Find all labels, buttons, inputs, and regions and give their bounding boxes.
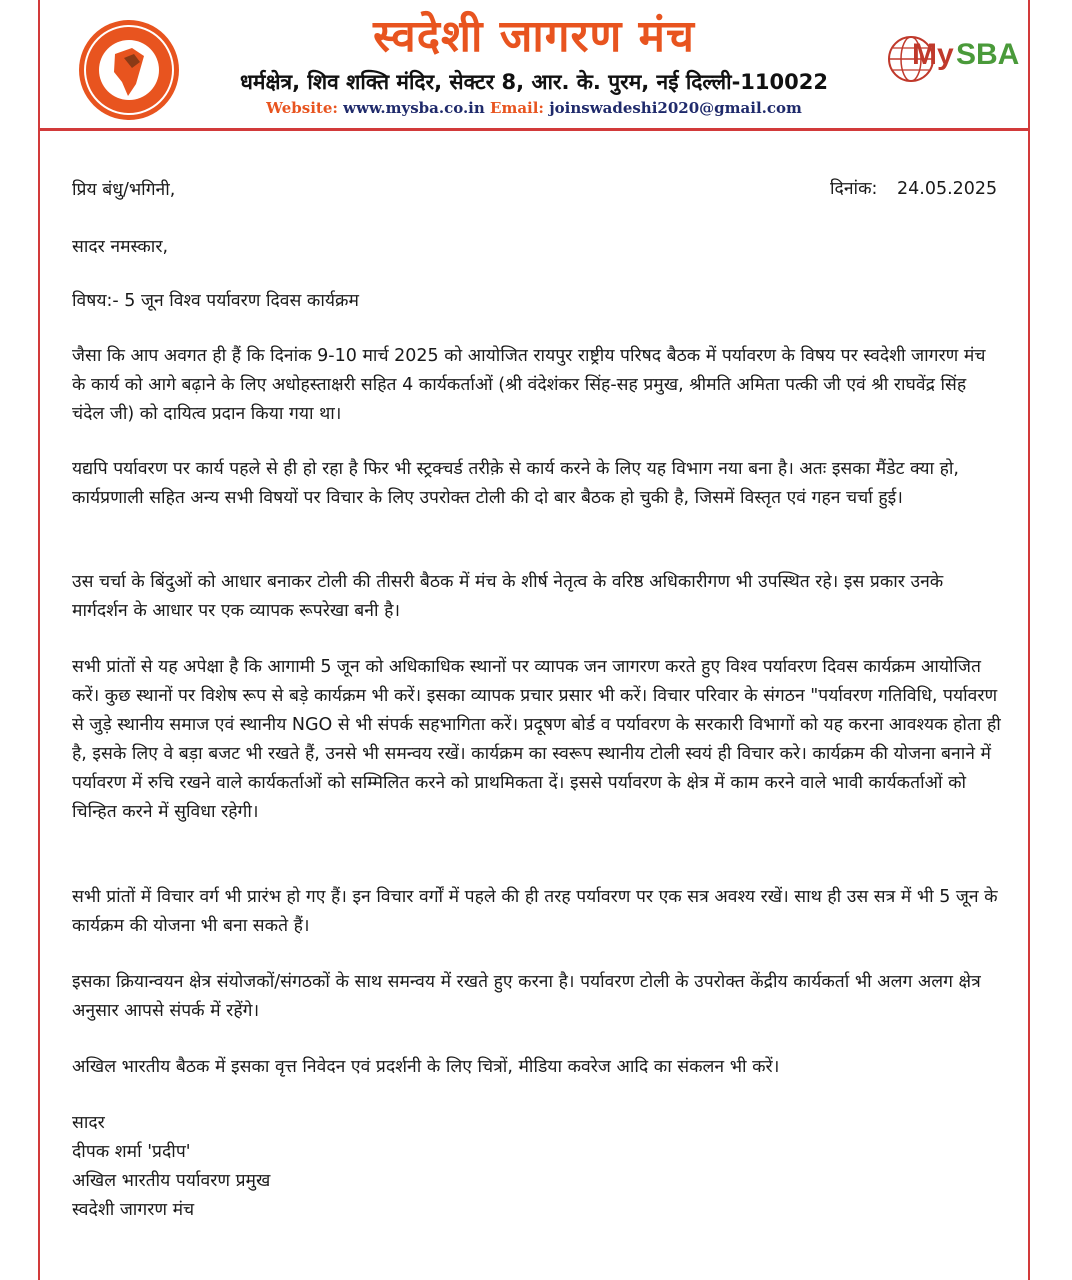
date-label: दिनांक: [830,179,878,199]
website-link[interactable]: www.mysba.co.in [343,99,485,117]
paragraph: यद्यपि पर्यावरण पर कार्य पहले से ही हो रहा है फिर भी स्ट्रक्चर्ड तरीक़े से कार्य करने के लिए यह विभाग नया बना है। अतः इसका मैंडेट क्या हो, कार्यप्रणाली सहित अन्य सभी विषयों पर विचार के लिए उपरोक्त टोली की दो बार बैठक हो चुकी है, जिसमें विस्तृत एवं गहन चर्चा हुई। [72,459,959,508]
contact-line [40,99,1028,117]
paragraph: इसका क्रियान्वयन क्षेत्र संयोजकों/संगठकों के साथ समन्वय में रखते हुए करना है। पर्यावरण टोली के उपरोक्त केंद्रीय कार्यकर्ता भी अलग अलग क्षेत्र अनुसार आपसे संपर्क में रहेंगे। [72,972,981,1021]
letter-date [830,176,997,200]
date-value: 24.05.2025 [896,179,998,199]
org-title: स्वदेशी जागरण मंच [373,11,695,62]
subject-line: विषय:- 5 जून विश्व पर्यावरण दिवस कार्यक्रम [72,291,359,311]
logo-my-text: My [912,38,954,71]
letterhead [40,0,1028,131]
signatory-title: अखिल भारतीय पर्यावरण प्रमुख [72,1171,271,1191]
paragraph: सभी प्रांतों में विचार वर्ग भी प्रारंभ हो गए हैं। इन विचार वर्गों में पहले की ही तरह पर्यावरण पर एक सत्र अवश्य रखें। साथ ही उस सत्र में भी 5 जून के कार्यक्रम की योजना भी बना सकते हैं। [72,887,998,936]
email-label: Email: [490,99,544,117]
paragraph: जैसा कि आप अवगत ही हैं कि दिनांक 9-10 मार्च 2025 को आयोजित रायपुर राष्ट्रीय परिषद बैठक में पर्यावरण के विषय पर स्वदेशी जागरण मंच के कार्य को आगे बढ़ाने के लिए अधोहस्ताक्षरी सहित 4 कार्यकर्ताओं (श्री वंदेशंकर सिंह-सह प्रमुख, श्रीमति अमिता पत्की जी एवं श्री राघवेंद्र सिंह चंदेल जी) को दायित्व प्रदान किया गया था। [72,346,986,424]
signatory-org: स्वदेशी जागरण मंच [72,1200,195,1220]
paragraph: उस चर्चा के बिंदुओं को आधार बनाकर टोली की तीसरी बैठक में मंच के शीर्ष नेतृत्व के वरिष्ठ अधिकारीगण भी उपस्थित रहे। इस प्रकार उनके मार्गदर्शन के आधार पर एक व्यापक रूपरेखा बनी है। [72,572,944,621]
email-link[interactable]: joinswadeshi2020@gmail.com [549,99,802,117]
signatory-name: दीपक शर्मा 'प्रदीप' [72,1142,191,1162]
closing: सादर [72,1113,105,1133]
paragraph: सभी प्रांतों से यह अपेक्षा है कि आगामी 5 जून को अधिकाधिक स्थानों पर व्यापक जन जागरण करते हुए विश्व पर्यावरण दिवस कार्यक्रम आयोजित करें। कुछ स्थानों पर विशेष रूप से बड़े कार्यक्रम भी करें। इसका व्यापक प्रचार प्रसार भी करें। विचार परिवार के संगठन "पर्यावरण गतिविधि, पर्यावरण से जुड़े स्थानीय समाज एवं स्थानीय NGO से भी संपर्क सहभागिता करें। प्रदूषण बोर्ड व पर्यावरण के सरकारी विभागों को यह करना आवश्यक होता ही है, इसके लिए वे बड़ा बजट भी रखते हैं, उनसे भी समन्वय रखें। कार्यक्रम का स्वरूप स्थानीय टोली स्वयं ही विचार करे। कार्यक्रम की योजना बनाने में पर्यावरण में रुचि रखने वाले कार्यकर्ताओं को सम्मिलित करने को प्राथमिकता दें। इससे पर्यावरण के क्षेत्र में काम करने वाले भावी कार्यकर्ताओं को चिन्हित करने में सुविधा रहेगी। [72,657,1001,822]
paragraph: अखिल भारतीय बैठक में इसका वृत्त निवेदन एवं प्रदर्शनी के लिए चित्रों, मीडिया कवरेज आदि का संकलन भी करें। [72,1057,780,1077]
org-address: धर्मक्षेत्र, शिव शक्ति मंदिर, सेक्टर 8, आर. के. पुरम, नई दिल्ली-110022 [240,70,828,94]
greeting: सादर नमस्कार, [72,237,169,257]
logo-sba-text: SBA [956,38,1020,71]
salutation: प्रिय बंधु/भगिनी, [72,180,176,200]
mysba-logo [886,14,1020,104]
website-label: Website: [266,99,338,117]
